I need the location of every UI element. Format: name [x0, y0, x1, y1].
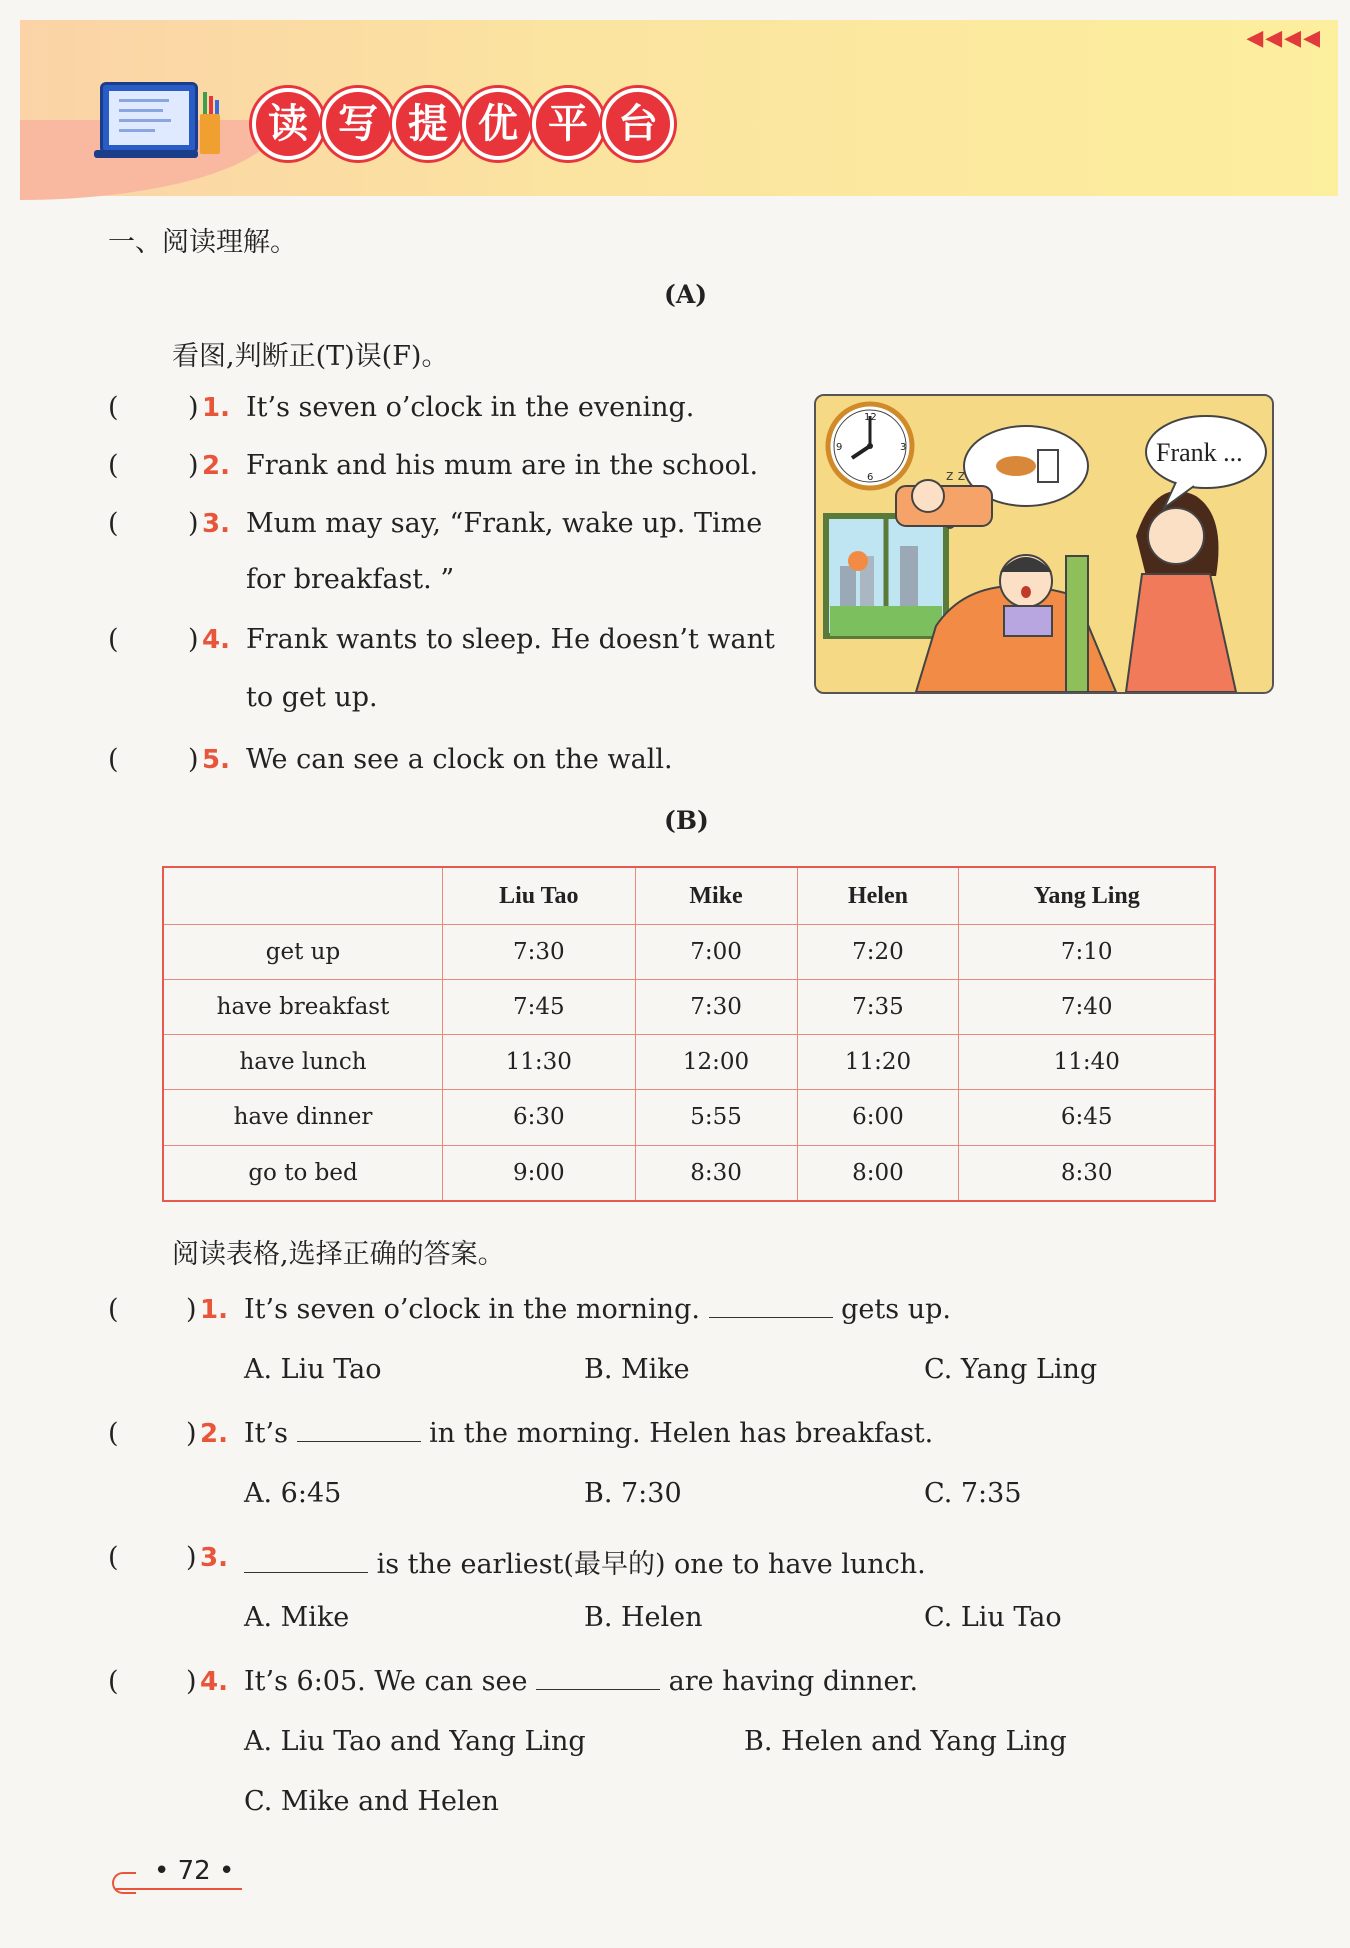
table-row: [163, 1090, 1215, 1145]
question-number: 4.: [202, 625, 230, 655]
question-number: 5.: [202, 745, 230, 775]
option-c: C. Yang Ling: [924, 1354, 1098, 1385]
question-number: 2.: [200, 1419, 228, 1449]
table-cell: 6:00: [797, 1090, 959, 1145]
table-cell: 6:30: [443, 1090, 636, 1145]
part-a-instruction: 看图,判断正(T)误(F)。: [172, 341, 449, 372]
table-cell: 6:45: [959, 1090, 1215, 1145]
table-cell: 11:20: [797, 1035, 959, 1090]
answer-paren-close: ): [188, 744, 199, 775]
answer-paren-close: ): [188, 450, 199, 481]
svg-text:6: 6: [867, 472, 874, 483]
arrow-decoration-icon: ◀◀◀◀: [1246, 26, 1322, 51]
pencil-cup-icon: [200, 114, 220, 154]
answer-paren-close: ): [188, 508, 199, 539]
table-cell: 7:40: [959, 980, 1215, 1035]
clock-icon: [828, 404, 912, 488]
table-cell: 7:20: [797, 925, 959, 980]
answer-paren-close: ): [186, 1294, 197, 1325]
option-a: A. Liu Tao: [244, 1354, 382, 1385]
footer-underline: [116, 1888, 242, 1890]
table-header-cell: [163, 867, 443, 925]
answer-paren-close: ): [186, 1542, 197, 1573]
answer-blank: [709, 1295, 833, 1318]
table-cell: 7:35: [797, 980, 959, 1035]
table-cell: 7:10: [959, 925, 1215, 980]
question-text-post: is the earliest(最早的) one to have lunch.: [376, 1549, 926, 1580]
question-text: Frank and his mum are in the school.: [246, 450, 759, 481]
answer-paren-open: (: [108, 450, 119, 481]
question-text-pre: It’s: [244, 1418, 288, 1449]
footer-decoration: [112, 1872, 136, 1894]
answer-blank: [297, 1419, 421, 1442]
option-a: A. 6:45: [244, 1478, 342, 1509]
table-header-cell: Yang Ling: [959, 867, 1215, 925]
answer-paren-open: (: [108, 1666, 119, 1697]
question-text: Mum may say, “Frank, wake up. Time: [246, 508, 763, 539]
title-char: 台: [602, 88, 674, 160]
answer-blank: [244, 1550, 368, 1573]
table-header-cell: Helen: [797, 867, 959, 925]
answer-paren-open: (: [108, 744, 119, 775]
question-number: 3.: [200, 1543, 228, 1573]
question-number: 3.: [202, 509, 230, 539]
option-c: C. Liu Tao: [924, 1602, 1062, 1633]
table-cell: have dinner: [163, 1090, 443, 1145]
answer-paren-open: (: [108, 508, 119, 539]
question-number: 1.: [202, 393, 230, 423]
table-cell: get up: [163, 925, 443, 980]
table-cell: 7:30: [443, 925, 636, 980]
question-number: 2.: [202, 451, 230, 481]
svg-text:12: 12: [864, 412, 877, 423]
table-cell: 11:40: [959, 1035, 1215, 1090]
option-b: B. Helen: [584, 1602, 703, 1633]
table-row: [163, 980, 1215, 1035]
title-char: 优: [462, 88, 534, 160]
table-cell: 11:30: [443, 1035, 636, 1090]
schedule-table: [162, 866, 1216, 1202]
title-char: 平: [532, 88, 604, 160]
table-cell: 9:00: [443, 1145, 636, 1201]
question-text: [244, 1666, 918, 1697]
speech-text: Frank ...: [1156, 438, 1243, 467]
laptop-icon: [100, 82, 198, 154]
table-cell: 7:30: [635, 980, 797, 1035]
question-text: It’s seven o’clock in the evening.: [246, 392, 695, 423]
table-cell: 7:45: [443, 980, 636, 1035]
answer-paren-open: (: [108, 624, 119, 655]
svg-text:9: 9: [836, 442, 843, 453]
question-text-pre: It’s 6:05. We can see: [244, 1666, 528, 1697]
window-icon: [826, 516, 946, 636]
table-cell: 8:30: [635, 1145, 797, 1201]
title-char: 读: [252, 88, 324, 160]
table-header-row: [163, 867, 1215, 925]
option-b: B. 7:30: [584, 1478, 682, 1509]
table-row: [163, 925, 1215, 980]
section-title: 一、阅读理解。: [108, 227, 297, 258]
question-text: We can see a clock on the wall.: [246, 744, 673, 775]
answer-paren-open: (: [108, 1418, 119, 1449]
question-text: Frank wants to sleep. He doesn’t want: [246, 624, 775, 655]
question-text: [244, 1542, 926, 1581]
yawning-boy-icon: [1000, 555, 1052, 636]
question-number: 4.: [200, 1667, 228, 1697]
answer-paren-open: (: [108, 1294, 119, 1325]
svg-text:3: 3: [900, 442, 907, 453]
answer-paren-close: ): [186, 1418, 197, 1449]
illustration: [814, 394, 1274, 694]
table-cell: 7:00: [635, 925, 797, 980]
table-cell: 8:30: [959, 1145, 1215, 1201]
question-text-continued: for breakfast. ”: [246, 564, 455, 595]
table-header-cell: Liu Tao: [443, 867, 636, 925]
part-a-label: (A): [664, 280, 708, 309]
option-a: A. Mike: [244, 1602, 350, 1633]
table-cell: 8:00: [797, 1145, 959, 1201]
table-cell: have breakfast: [163, 980, 443, 1035]
table-cell: 5:55: [635, 1090, 797, 1145]
table-row: [163, 1035, 1215, 1090]
laptop-base: [94, 150, 198, 158]
table-cell: 12:00: [635, 1035, 797, 1090]
question-text: [244, 1294, 951, 1325]
option-b: B. Helen and Yang Ling: [744, 1726, 1067, 1757]
answer-paren-open: (: [108, 1542, 119, 1573]
part-b-instruction: 阅读表格,选择正确的答案。: [172, 1239, 505, 1270]
answer-paren-close: ): [186, 1666, 197, 1697]
question-text-post: gets up.: [841, 1294, 951, 1325]
table-cell: have lunch: [163, 1035, 443, 1090]
page-number: • 72 •: [154, 1856, 235, 1886]
question-text-continued: to get up.: [246, 682, 378, 713]
option-c: C. Mike and Helen: [244, 1786, 499, 1817]
answer-paren-close: ): [188, 624, 199, 655]
table-header-cell: Mike: [635, 867, 797, 925]
option-a: A. Liu Tao and Yang Ling: [244, 1726, 586, 1757]
table-cell: go to bed: [163, 1145, 443, 1201]
question-text-pre: It’s seven o’clock in the morning.: [244, 1294, 700, 1325]
title-char: 写: [322, 88, 394, 160]
answer-paren-open: (: [108, 392, 119, 423]
part-b-label: (B): [664, 806, 709, 835]
svg-text:z z: z z: [946, 468, 966, 484]
title-char: 提: [392, 88, 464, 160]
question-number: 1.: [200, 1295, 228, 1325]
question-text-post: in the morning. Helen has breakfast.: [429, 1418, 934, 1449]
question-text: [244, 1418, 933, 1449]
answer-paren-close: ): [188, 392, 199, 423]
option-c: C. 7:35: [924, 1478, 1022, 1509]
table-row: [163, 1145, 1215, 1201]
answer-blank: [536, 1667, 660, 1690]
option-b: B. Mike: [584, 1354, 690, 1385]
question-text-post: are having dinner.: [668, 1666, 919, 1697]
